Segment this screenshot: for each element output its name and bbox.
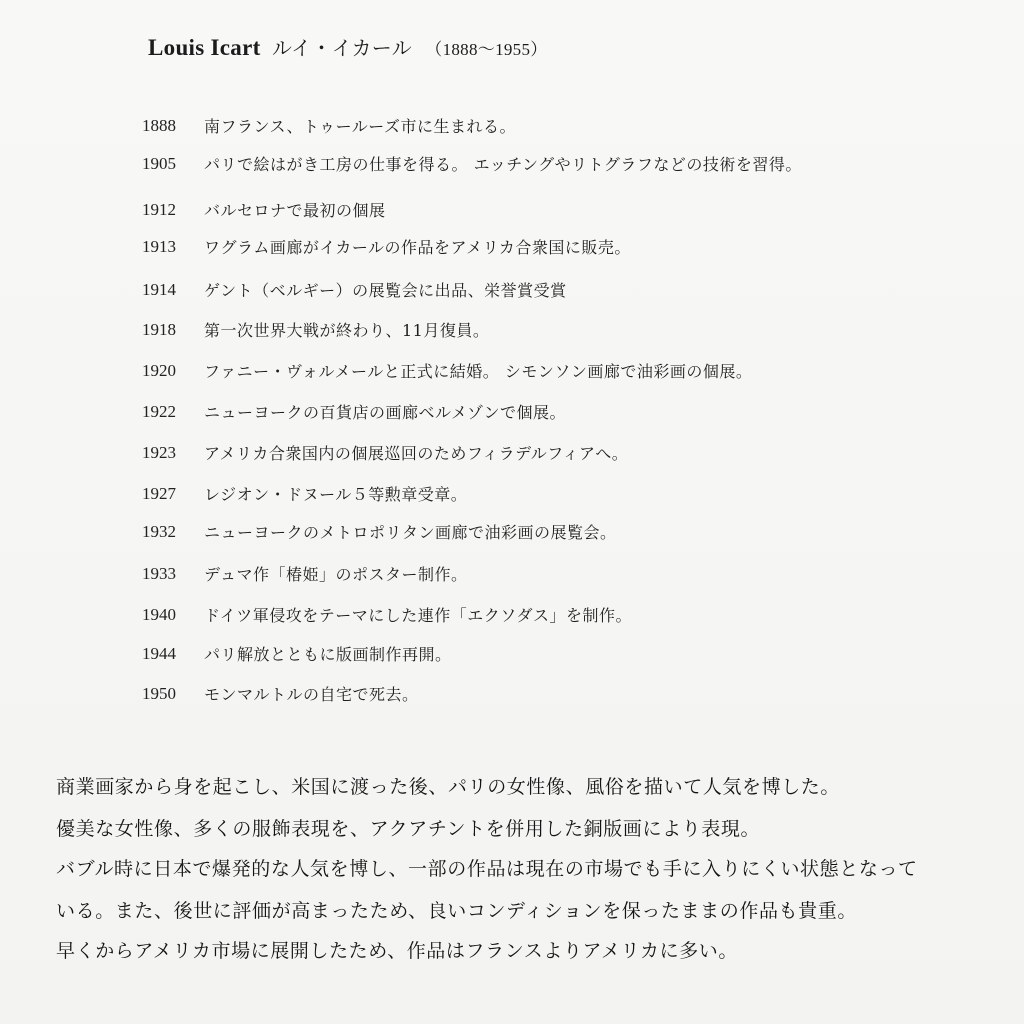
timeline-event: アメリカ合衆国内の個展巡回のためフィラデルフィアへ。 — [204, 444, 629, 463]
timeline-year: 1918 — [142, 319, 176, 339]
timeline-event: デュマ作「椿姫」のポスター制作。 — [204, 565, 468, 584]
timeline-event: ニューヨークのメトロポリタン画廊で油彩画の展覧会。 — [204, 523, 617, 542]
page-title — [148, 32, 548, 61]
timeline-event: パリ解放とともに版画制作再開。 — [204, 645, 452, 664]
summary-line: 早くからアメリカ市場に展開したため、作品はフランスよりアメリカに多い。 — [56, 940, 739, 962]
timeline-year: 1888 — [142, 115, 176, 135]
summary-line: 優美な女性像、多くの服飾表現を、アクアチントを併用した銅版画により表現。 — [56, 818, 761, 840]
timeline-year: 1923 — [142, 442, 176, 462]
timeline-year: 1912 — [142, 199, 176, 219]
timeline-event: ニューヨークの百貨店の画廊ベルメゾンで個展。 — [204, 403, 567, 422]
timeline-year: 1920 — [142, 360, 176, 380]
timeline-row — [142, 152, 802, 182]
timeline-year: 1932 — [142, 521, 176, 541]
timeline-event: 南フランス、トゥールーズ市に生まれる。 — [204, 117, 516, 136]
timeline-year: 1922 — [142, 401, 176, 421]
timeline-event: レジオン・ドヌール５等勲章受章。 — [204, 485, 468, 504]
timeline-row — [142, 359, 752, 389]
timeline-event: ファニー・ヴォルメールと正式に結婚。 シモンソン画廊で油彩画の個展。 — [204, 362, 753, 381]
timeline-row — [142, 562, 468, 592]
timeline-year: 1927 — [142, 483, 176, 503]
timeline-year: 1914 — [142, 279, 176, 299]
timeline-row — [142, 482, 467, 512]
artist-name-english: Louis Icart — [148, 35, 261, 60]
timeline-row — [142, 682, 419, 712]
timeline-event: バルセロナで最初の個展 — [204, 201, 386, 220]
timeline-row — [142, 603, 632, 633]
timeline-event: ワグラム画廊がイカールの作品をアメリカ合衆国に販売。 — [204, 238, 631, 257]
timeline-event: ゲント（ベルギー）の展覧会に出品、栄誉賞受賞 — [204, 281, 567, 300]
timeline-row — [142, 441, 628, 471]
artist-life-years: （1888〜1955） — [425, 40, 548, 59]
timeline-event: 第一次世界大戦が終わり、11月復員。 — [204, 321, 490, 340]
timeline-event: モンマルトルの自宅で死去。 — [204, 685, 419, 704]
timeline-year: 1950 — [142, 683, 176, 703]
timeline-event: パリで絵はがき工房の仕事を得る。 エッチングやリトグラフなどの技術を習得。 — [204, 155, 802, 174]
timeline-row — [142, 114, 516, 144]
artist-name-japanese: ルイ・イカール — [271, 36, 412, 60]
timeline-row — [142, 198, 386, 228]
timeline-row — [142, 642, 452, 672]
timeline-year: 1913 — [142, 236, 176, 256]
timeline-year: 1905 — [142, 153, 176, 173]
summary-line: 商業画家から身を起こし、米国に渡った後、パリの女性像、風俗を描いて人気を博した。 — [56, 776, 841, 798]
timeline-event: ドイツ軍侵攻をテーマにした連作「エクソダス」を制作。 — [204, 606, 633, 625]
timeline-row — [142, 318, 489, 348]
summary-line: バブル時に日本で爆発的な人気を博し、一部の作品は現在の市場でも手に入りにくい状態となって — [56, 858, 918, 880]
timeline-row — [142, 520, 617, 550]
timeline-year: 1940 — [142, 604, 176, 624]
timeline-year: 1944 — [142, 643, 176, 663]
timeline-row — [142, 235, 631, 265]
timeline-row — [142, 278, 567, 308]
timeline-row — [142, 400, 566, 430]
timeline-year: 1933 — [142, 563, 176, 583]
summary-line: いる。また、後世に評価が高まったため、良いコンディションを保ったままの作品も貴重。 — [56, 900, 857, 922]
